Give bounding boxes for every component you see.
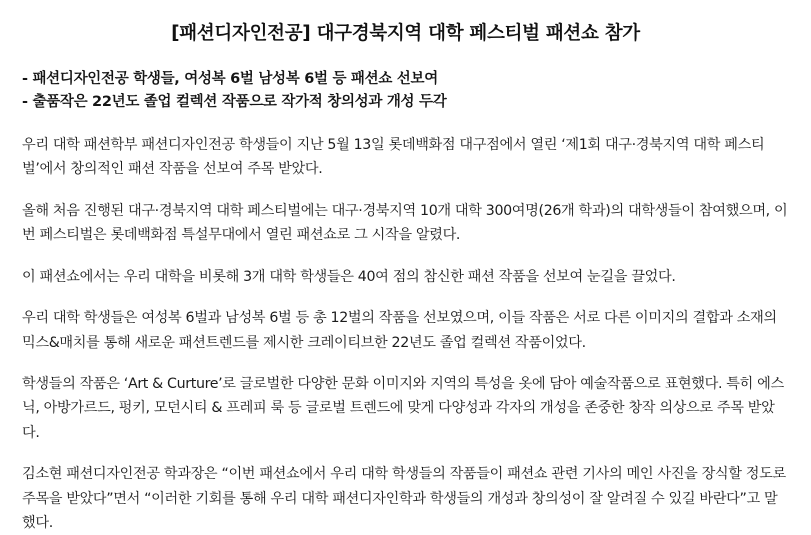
- body-paragraph: 이 패션쇼에서는 우리 대학을 비롯해 3개 대학 학생들은 40여 점의 참신한 패션 작품을 선보여 눈길을 끌었다.: [22, 268, 676, 285]
- body-paragraph: 우리 대학 학생들은 여성복 6벌과 남성복 6벌 등 총 12벌의 작품을 선보였으며, 이들 작품은 서로 다른 이미지의 결합과 소재의 믹스&매치를 통해 새로운 패션트렌드를 제시한 크레이티브한 22년도 졸업 컬렉션 작품이었다.: [22, 310, 777, 351]
- body-paragraph: 김소현 패션디자인전공 학과장은 “이번 패션쇼에서 우리 대학 학생들의 작품들이 패션쇼 관련 기사의 메인 사진을 장식할 정도로 주목을 받았다”면서 “이러한 기회를 통해 우리 대학 패션디자인학과 학생들의 개성과 창의성이 잘 알려질 수 있길 바란다”고 말했다.: [22, 466, 786, 532]
- subhead-list: [22, 68, 789, 113]
- body-paragraph: 올해 처음 진행된 대구·경북지역 대학 페스티벌에는 대구·경북지역 10개 대학 300여명(26개 학과)의 대학생들이 참여했으며, 이번 페스티벌은 롯데백화점 특설무대에서 열린 패션쇼로 그 시작을 알렸다.: [22, 202, 788, 244]
- article-body: [22, 133, 789, 535]
- body-paragraph: 우리 대학 패션학부 패션디자인전공 학생들이 지난 5월 13일 롯데백화점 대구점에서 열린 ‘제1회 대구·경북지역 대학 페스티벌’에서 창의적인 패션 작품을 선보여 주목 받았다.: [22, 136, 765, 178]
- subhead-line: - 출품작은 22년도 졸업 컬렉션 작품으로 작가적 창의성과 개성 두각: [22, 93, 447, 110]
- page-title: [패션디자인전공] 대구경북지역 대학 페스티벌 패션쇼 참가: [171, 23, 640, 44]
- body-paragraph: 학생들의 작품은 ‘Art & Curture’로 글로벌한 다양한 문화 이미지와 지역의 특성을 옷에 담아 예술작품으로 표현했다. 특히 에스닉, 아방가르드, 펑키, 모던시티 & 프레피 룩 등 글로벌 트렌드에 맞게 다양성과 각자의 개성을 존중한 창작 의상으로 주목 받았다.: [22, 375, 784, 441]
- subhead-line: - 패션디자인전공 학생들, 여성복 6벌 남성복 6벌 등 패션쇼 선보여: [22, 71, 438, 88]
